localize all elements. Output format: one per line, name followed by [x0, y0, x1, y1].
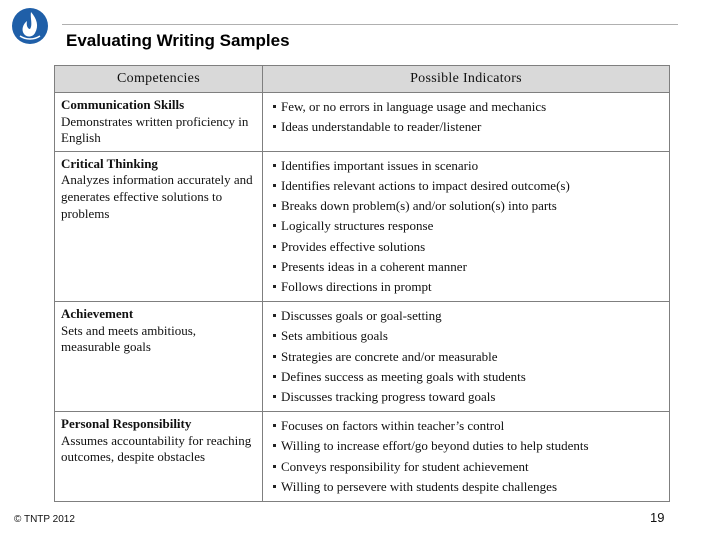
indicator-list: [273, 306, 663, 407]
indicator-item: Willing to increase effort/go beyond duties to help students: [273, 436, 663, 456]
competency-cell: [55, 302, 263, 412]
indicators-cell: [263, 412, 670, 502]
table-header-row: [55, 66, 670, 93]
competency-name: Achievement: [61, 306, 134, 322]
page-title: Evaluating Writing Samples: [66, 31, 290, 50]
header-rule: [62, 24, 678, 25]
indicators-cell: [263, 93, 670, 152]
competency-description: Assumes accountability for reaching outcomes, despite obstacles: [61, 432, 252, 465]
table-row: [55, 302, 670, 412]
competency-cell: [55, 151, 263, 301]
flame-logo-icon: [10, 6, 50, 46]
competency-description: Demonstrates written proficiency in English: [61, 113, 249, 146]
indicator-item: Provides effective solutions: [273, 237, 663, 257]
table-row: [55, 151, 670, 301]
indicator-item: Sets ambitious goals: [273, 326, 663, 346]
competency-description: Analyzes information accurately and generates effective solutions to problems: [61, 172, 253, 221]
competency-description: Sets and meets ambitious, measurable goals: [61, 322, 197, 355]
indicator-list: [273, 156, 663, 297]
indicator-item: Presents ideas in a coherent manner: [273, 257, 663, 277]
indicator-item: Few, or no errors in language usage and mechanics: [273, 97, 663, 117]
copyright-text: © TNTP 2012: [14, 514, 75, 525]
indicator-item: Breaks down problem(s) and/or solution(s) into parts: [273, 196, 663, 216]
column-header-competencies: Competencies: [55, 66, 263, 93]
competency-table: [54, 65, 670, 502]
indicator-item: Follows directions in prompt: [273, 277, 663, 297]
indicator-item: Focuses on factors within teacher’s control: [273, 416, 663, 436]
table-row: [55, 412, 670, 502]
indicator-list: [273, 97, 663, 137]
indicator-item: Defines success as meeting goals with students: [273, 367, 663, 387]
indicator-item: Identifies important issues in scenario: [273, 156, 663, 176]
indicator-item: Logically structures response: [273, 216, 663, 236]
indicator-item: Discusses tracking progress toward goals: [273, 387, 663, 407]
indicator-item: Strategies are concrete and/or measurable: [273, 347, 663, 367]
competency-name: Communication Skills: [61, 97, 185, 112]
competency-cell: [55, 93, 263, 152]
column-header-indicators: Possible Indicators: [263, 66, 670, 93]
competency-cell: [55, 412, 263, 502]
indicator-item: Identifies relevant actions to impact desired outcome(s): [273, 176, 663, 196]
indicators-cell: [263, 302, 670, 412]
indicator-item: Willing to persevere with students despite challenges: [273, 477, 663, 497]
competency-name: Personal Responsibility: [61, 416, 192, 432]
competency-name: Critical Thinking: [61, 155, 158, 171]
indicator-item: Conveys responsibility for student achievement: [273, 457, 663, 477]
indicators-cell: [263, 151, 670, 301]
table-row: [55, 93, 670, 152]
indicator-item: Discusses goals or goal-setting: [273, 306, 663, 326]
page-number: 19: [650, 510, 665, 525]
indicator-item: Ideas understandable to reader/listener: [273, 117, 663, 137]
indicator-list: [273, 416, 663, 497]
